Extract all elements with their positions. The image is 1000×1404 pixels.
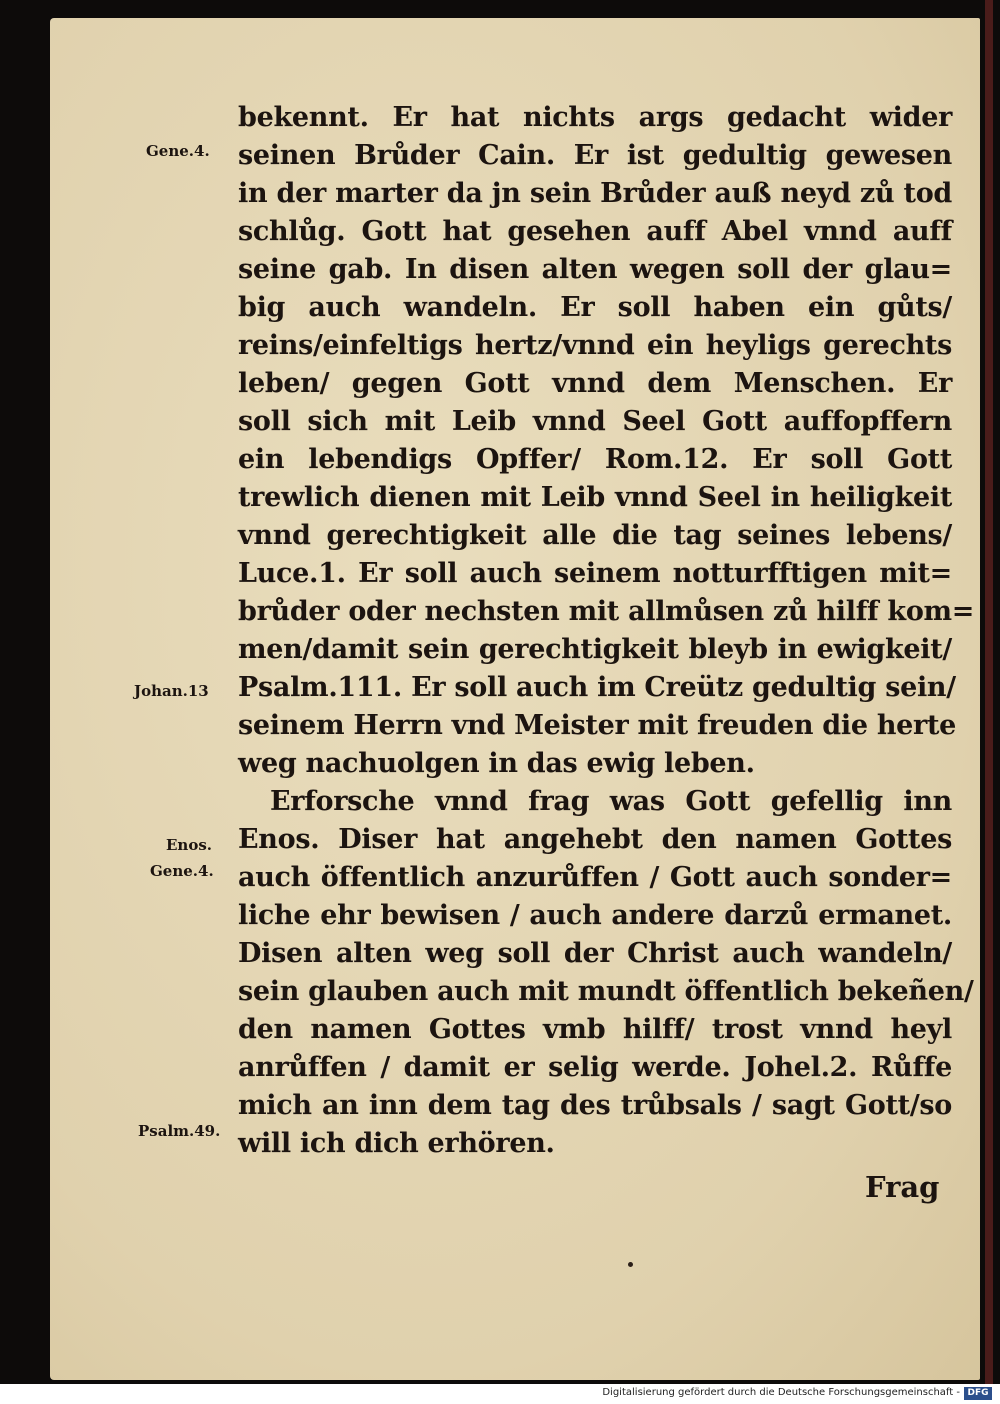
margin-note-johan: Johan.13 [134, 682, 209, 700]
text-line: soll sich mit Leib vnnd Seel Gott auffopffern [238, 406, 952, 437]
text-line: Luce.1. Er soll auch seinem notturfftigen mit= [238, 558, 952, 589]
catchword: Frag [865, 1170, 940, 1204]
text-line: liche ehr bewisen / auch andere darzů ermanet. [238, 900, 952, 931]
text-line: seinen Brůder Cain. Er ist gedultig gewesen [238, 140, 952, 171]
text-line: leben/ gegen Gott vnnd dem Menschen. Er [238, 368, 952, 399]
margin-note-enos: Enos. [166, 836, 213, 854]
text-line: ein lebendigs Opffer/ Rom.12. Er soll Gott [238, 444, 952, 475]
text-line: brůder oder nechsten mit allmůsen zů hilff kom= [238, 596, 975, 627]
text-line: reins/einfeltigs hertz/vnnd ein heyligs gerechts [238, 330, 952, 361]
text-line: in der marter da jn sein Brůder auß neyd zů tod [238, 178, 952, 209]
text-line: bekennt. Er hat nichts args gedacht wider [238, 102, 952, 133]
text-line: seine gab. In disen alten wegen soll der glau= [238, 254, 952, 285]
text-line: will ich dich erhören. [238, 1128, 555, 1159]
margin-note-psalm: Psalm.49. [138, 1122, 221, 1140]
text-line: weg nachuolgen in das ewig leben. [238, 748, 755, 779]
ink-speck [628, 1262, 633, 1267]
text-line: Enos. Diser hat angehebt den namen Gottes [238, 824, 952, 855]
text-line: den namen Gottes vmb hilff/ trost vnnd heyl [238, 1014, 952, 1045]
margin-note-gene: Gene.4. [150, 862, 214, 880]
paragraph-start-line: Erforsche vnnd frag was Gott gefellig inn [270, 786, 952, 817]
text-line: vnnd gerechtigkeit alle die tag seines lebens/ [238, 520, 952, 551]
margin-note-gene: Gene.4. [146, 142, 210, 160]
text-line: anrůffen / damit er selig werde. Johel.2. Růffe [238, 1052, 952, 1083]
footer-credit: Digitalisierung gefördert durch die Deutsche Forschungsgemeinschaft - [602, 1387, 960, 1398]
text-line: auch öffentlich anzurůffen / Gott auch sonder= [238, 862, 952, 893]
text-line: schlůg. Gott hat gesehen auff Abel vnnd auff [238, 216, 952, 247]
book-edge [985, 0, 993, 1384]
text-line: men/damit sein gerechtigkeit bleyb in ewigkeit/ [238, 634, 952, 665]
text-line: Disen alten weg soll der Christ auch wandeln/ [238, 938, 952, 969]
dfg-logo: DFG [964, 1387, 992, 1400]
text-line: mich an inn dem tag des trůbsals / sagt Gott/so [238, 1090, 952, 1121]
text-line: Psalm.111. Er soll auch im Creütz gedultig sein/ [238, 672, 956, 703]
text-line: seinem Herrn vnd Meister mit freuden die herte [238, 710, 957, 741]
text-line: trewlich dienen mit Leib vnnd Seel in heiligkeit [238, 482, 952, 513]
text-line: sein glauben auch mit mundt öffentlich bekeñen/ [238, 976, 974, 1007]
text-line: big auch wandeln. Er soll haben ein gůts/ [238, 292, 952, 323]
footer-bar [0, 1384, 1000, 1404]
